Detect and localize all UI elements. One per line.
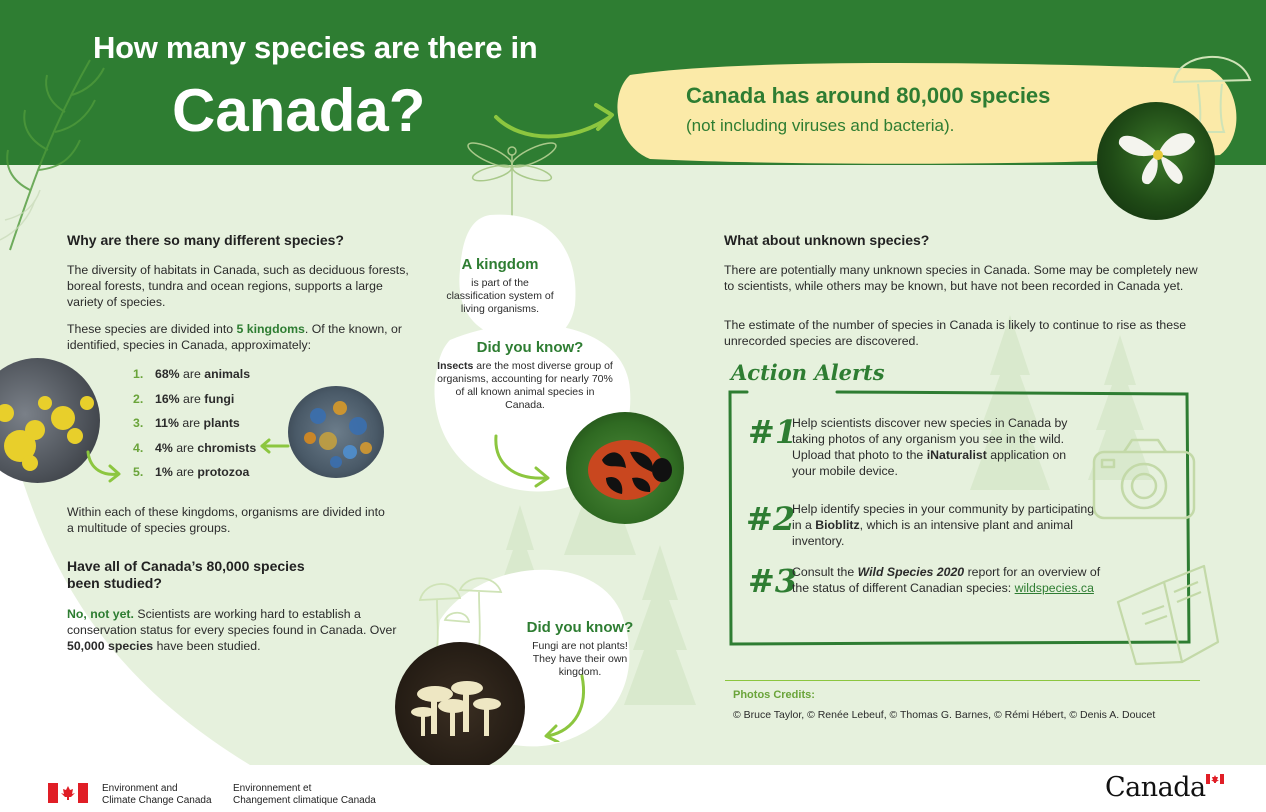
kingdom-percent: 16% xyxy=(155,391,180,406)
fern-leaf-icon xyxy=(0,40,120,260)
beetle-photo xyxy=(566,412,684,524)
banner-headline: Canada has around 80,000 species xyxy=(686,83,1051,108)
inaturalist-app: iNaturalist xyxy=(926,448,987,462)
why-paragraph-3: Within each of these kingdoms, organisms are divided into a multitude of species groups. xyxy=(67,505,385,535)
arrow-icon xyxy=(84,448,126,484)
list-item xyxy=(133,387,256,412)
list-item xyxy=(133,436,256,461)
department-en-line1: Environment and xyxy=(102,783,178,794)
mushroom-outline-icon xyxy=(415,570,515,650)
bioblitz-term: Bioblitz xyxy=(815,518,860,532)
arrow-icon xyxy=(258,438,292,454)
studied-text-b: Scientists are working hard to establish a conservation status for every species found in Canada. Over xyxy=(67,607,397,637)
alert-2-text xyxy=(792,501,1102,549)
kingdom-percent: 1% xyxy=(155,465,173,480)
studied-count: 50,000 species xyxy=(67,639,154,653)
insects-word: Insects xyxy=(437,360,474,372)
unknown-paragraph-1: There are potentially many unknown species in Canada. Some may be completely new to scientists, while others may be known, but have not been recorded in Canada yet. xyxy=(724,263,1198,293)
kingdom-definition: is part of the classification system of living organisms. xyxy=(446,277,554,315)
department-en-line2: Climate Change Canada xyxy=(102,795,212,806)
department-fr-line2: Changement climatique Canada xyxy=(233,795,376,806)
studied-answer: No, not yet. xyxy=(67,607,134,621)
alert-2-number: #2 xyxy=(746,500,796,538)
kingdom-connector: are xyxy=(172,440,198,455)
did-you-know-fungi-text: Fungi are not plants! They have their own kingdom. xyxy=(532,640,628,678)
did-you-know-insects-heading: Did you know? xyxy=(476,339,584,356)
alert-3-number: #3 xyxy=(748,562,798,600)
kingdom-connector: are xyxy=(179,391,205,406)
credits-heading: Photos Credits: xyxy=(733,689,815,701)
department-fr-line1: Environnement et xyxy=(233,783,312,794)
wild-species-report-title: Wild Species 2020 xyxy=(857,565,965,579)
why-heading: Why are there so many different species? xyxy=(67,232,344,248)
alert-2-text-c: , which is an intensive plant and animal inventory. xyxy=(792,518,1073,548)
studied-heading-line1: Have all of Canada’s 80,000 species xyxy=(67,558,305,574)
maple-leaf-icon xyxy=(1206,774,1224,784)
did-you-know-insects-text xyxy=(436,360,614,412)
list-item xyxy=(133,362,256,387)
alert-1-text-c: application on your mobile device. xyxy=(792,448,1067,478)
did-you-know-fungi-heading: Did you know? xyxy=(526,619,634,636)
kingdom-connector: are xyxy=(172,465,198,480)
department-name-en xyxy=(102,783,212,807)
list-number: 5. xyxy=(133,465,144,480)
kingdom-percent: 68% xyxy=(155,367,180,382)
why-p2-text-a: These species are divided into xyxy=(67,322,237,336)
alert-2-text-a: Help identify species in your community by participating in a xyxy=(792,502,1095,532)
studied-text-d: have been studied. xyxy=(153,639,261,653)
alert-1-text xyxy=(792,415,1087,479)
wildspecies-link[interactable]: wildspecies.ca xyxy=(1014,581,1094,595)
page-title-line1: How many species are there in xyxy=(93,30,538,65)
camera-icon xyxy=(1088,432,1200,524)
alert-3-text xyxy=(792,564,1112,596)
list-number: 3. xyxy=(133,416,144,431)
department-name-fr xyxy=(233,783,376,807)
alert-3-text-a: Consult the xyxy=(792,565,858,579)
kingdom-name: plants xyxy=(203,416,240,431)
alert-1-number: #1 xyxy=(748,413,798,451)
kingdom-name: animals xyxy=(204,367,251,382)
canada-wordmark: Canada xyxy=(1105,772,1206,803)
list-number: 1. xyxy=(133,367,144,382)
kingdom-name: fungi xyxy=(204,391,235,406)
credits-text: © Bruce Taylor, © Renée Lebeuf, © Thomas G. Barnes, © Rémi Hébert, © Denis A. Doucet xyxy=(733,709,1156,721)
arrow-icon xyxy=(540,672,590,742)
list-number: 4. xyxy=(133,440,144,455)
why-paragraph-2 xyxy=(67,321,412,353)
kingdom-connector: are xyxy=(178,416,204,431)
book-icon xyxy=(1112,562,1224,667)
credits-divider xyxy=(725,680,1200,681)
page-title-line2: Canada? xyxy=(172,77,426,144)
unknown-heading: What about unknown species? xyxy=(724,232,930,248)
unknown-paragraph-2: The estimate of the number of species in Canada is likely to continue to rise as these unrecorded species are discovered. xyxy=(724,318,1187,348)
alert-3-text-c: report for an overview of the status of different Canadian species: xyxy=(792,565,1101,595)
alert-1-text-a: Help scientists discover new species in Canada by taking photos of any organism you see in the wild. Upload that photo to the xyxy=(792,416,1068,462)
studied-paragraph xyxy=(67,606,397,654)
studied-heading-line2: been studied? xyxy=(67,575,162,591)
kingdom-percent: 11% xyxy=(155,416,179,431)
kingdom-list xyxy=(133,362,256,485)
chromist-photo xyxy=(288,386,384,478)
why-paragraph-1: The diversity of habitats in Canada, such as deciduous forests, boreal forests, tundra and ocean regions, supports a large variety of species. xyxy=(67,263,409,309)
list-number: 2. xyxy=(133,391,144,406)
kingdom-name: chromists xyxy=(197,440,257,455)
insects-text: are the most diverse group of organisms, accounting for nearly 70% of all known animal species in Canada. xyxy=(437,360,613,411)
why-p2-text-c: . Of the known, or identified, species in Canada, approximately: xyxy=(67,322,402,352)
fungi-photo xyxy=(395,642,525,772)
studied-heading xyxy=(67,558,305,592)
kingdom-connector: are xyxy=(179,367,205,382)
arrow-icon xyxy=(490,432,556,490)
kingdom-heading: A kingdom xyxy=(461,256,539,273)
banner-subline: (not including viruses and bacteria). xyxy=(686,116,955,135)
five-kingdoms-highlight: 5 kingdoms xyxy=(236,322,305,336)
canada-flag-icon xyxy=(48,783,88,803)
list-item xyxy=(133,460,256,485)
kingdom-percent: 4% xyxy=(155,440,173,455)
kingdom-name: protozoa xyxy=(197,465,250,480)
action-alerts-heading: Action Alerts xyxy=(731,360,885,385)
list-item xyxy=(133,411,256,436)
trout-lily-photo xyxy=(1097,102,1215,220)
